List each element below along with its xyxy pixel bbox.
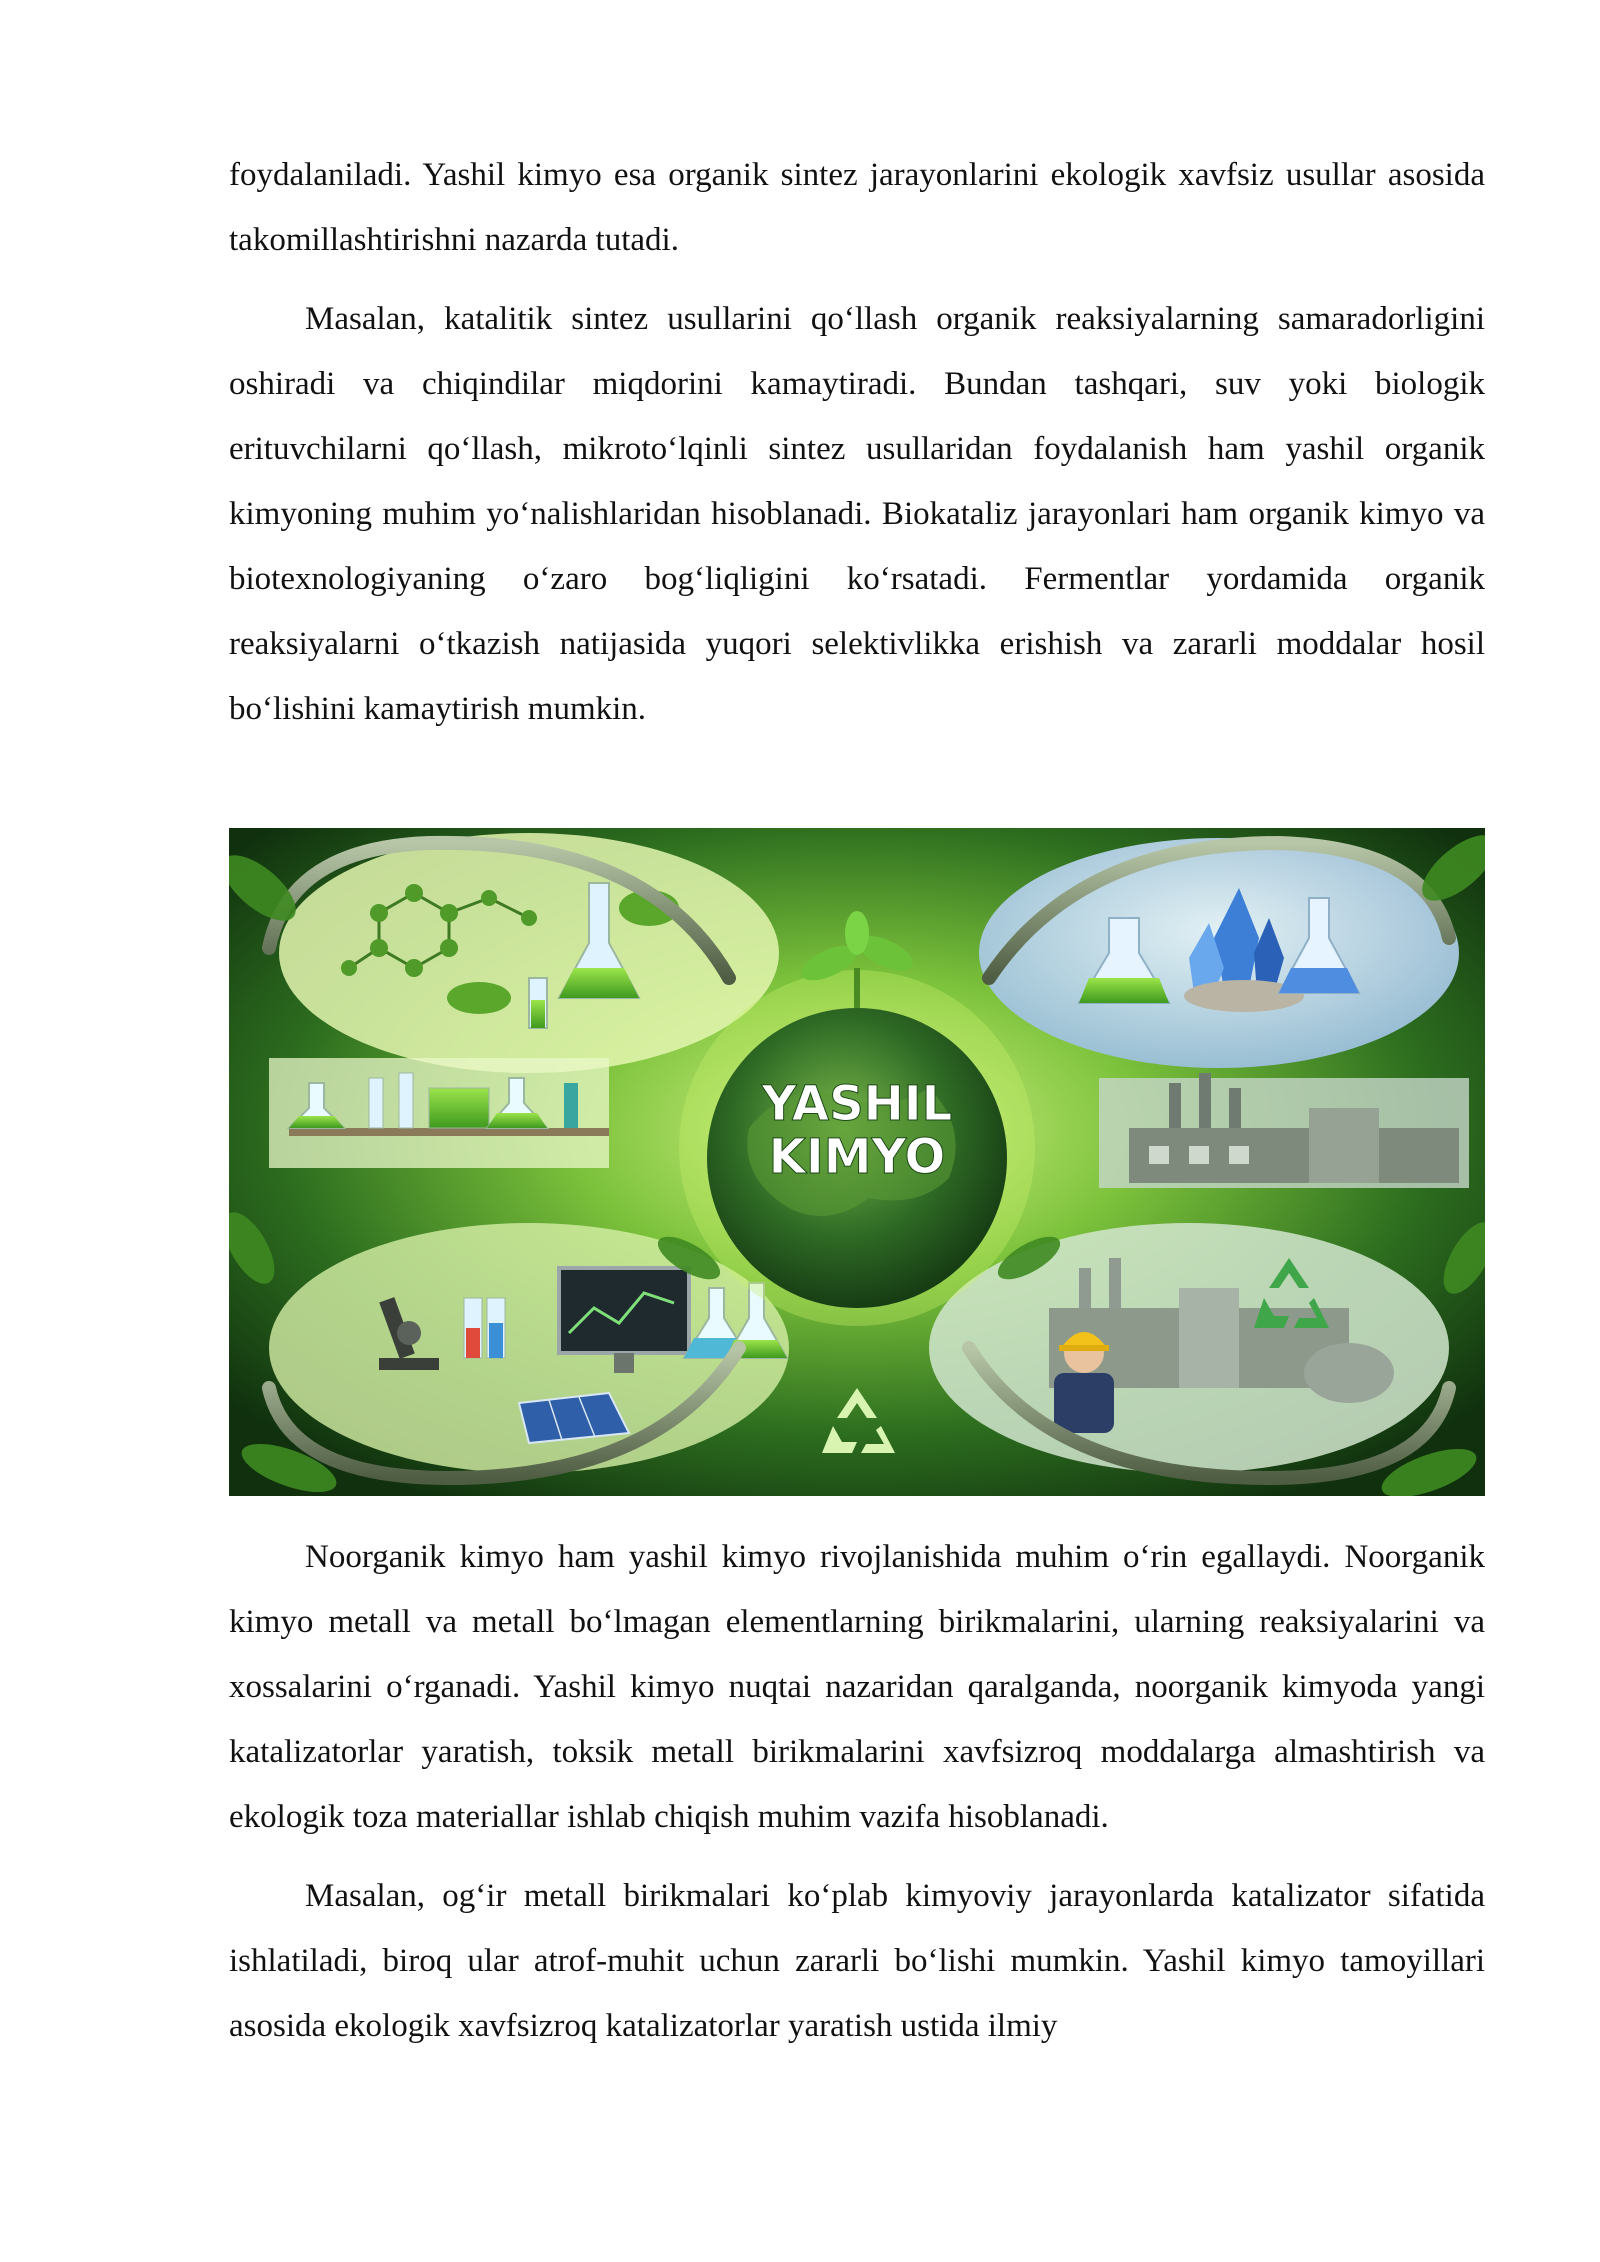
paragraph-catalytic-synthesis: Masalan, katalitik sintez usullarini qo‘llash organik reaksiyalarning samaradorligini oshiradi va chiqindilar miqdorini kamaytiradi. Bundan tashqari, suv yoki biologik erituvchilarni qo‘llash, mikroto‘lqinli sintez usullaridan foydalanish ham yashil organik kimyoning muhim yo‘nalishlaridan hisoblanadi. Biokataliz jarayonlari ham organik kimyo va biotexnologiyaning o‘zaro bog‘liqligini ko‘rsatadi. Fermentlar yordamida organik reaksiyalarni o‘tkazish natijasida yuqori selektivlikka erishish va zararli moddalar hosil bo‘lishini kamaytirish mumkin. — [229, 301, 1485, 727]
solar-panel-icon — [519, 1393, 629, 1443]
panel-top-right-crystals — [979, 838, 1459, 1068]
paragraph-inorganic-chemistry: Noorganik kimyo ham yashil kimyo rivojlanishida muhim o‘rin egallaydi. Noorganik kimyo metall va metall bo‘lmagan elementlarning birikmalarini, ularning reaksiyalarini va xossalarini o‘rganadi. Yashil kimyo nuqtai nazaridan qaralganda, noorganik kimyoda yangi katalizatorlar yaratish, toksik metall birikmalarini xavfsizroq moddalarga almashtirish va ekologik toza materiallar ishlab chiqish muhim vazifa hisoblanadi. — [229, 1539, 1485, 1835]
text-block-bottom — [229, 1525, 1485, 2059]
paragraph-continuation: foydalaniladi. Yashil kimyo esa organik sintez jarayonlarini ekologik xavfsiz usullar asosida takomillashtirishni nazarda tutadi. — [229, 157, 1485, 258]
panel-right-factory — [1099, 1073, 1469, 1188]
engineer-figure — [1054, 1332, 1114, 1433]
panel-left-lab-shelf — [269, 1058, 609, 1168]
paragraph-heavy-metals: Masalan, og‘ir metall birikmalari ko‘plab kimyoviy jarayonlarda katalizator sifatida ishlatiladi, biroq ular atrof-muhit uchun zararli bo‘lishi mumkin. Yashil kimyo tamoyillari asosida ekologik xavfsizroq katalizatorlar yaratish ustida ilmiy — [229, 1878, 1485, 2044]
figure-title-line1: YASHIL — [761, 1076, 953, 1132]
text-block-top — [229, 143, 1485, 742]
illustration-svg — [229, 828, 1485, 1496]
figure-title-line2: KIMYO — [768, 1129, 946, 1185]
green-chemistry-illustration — [229, 828, 1485, 1496]
